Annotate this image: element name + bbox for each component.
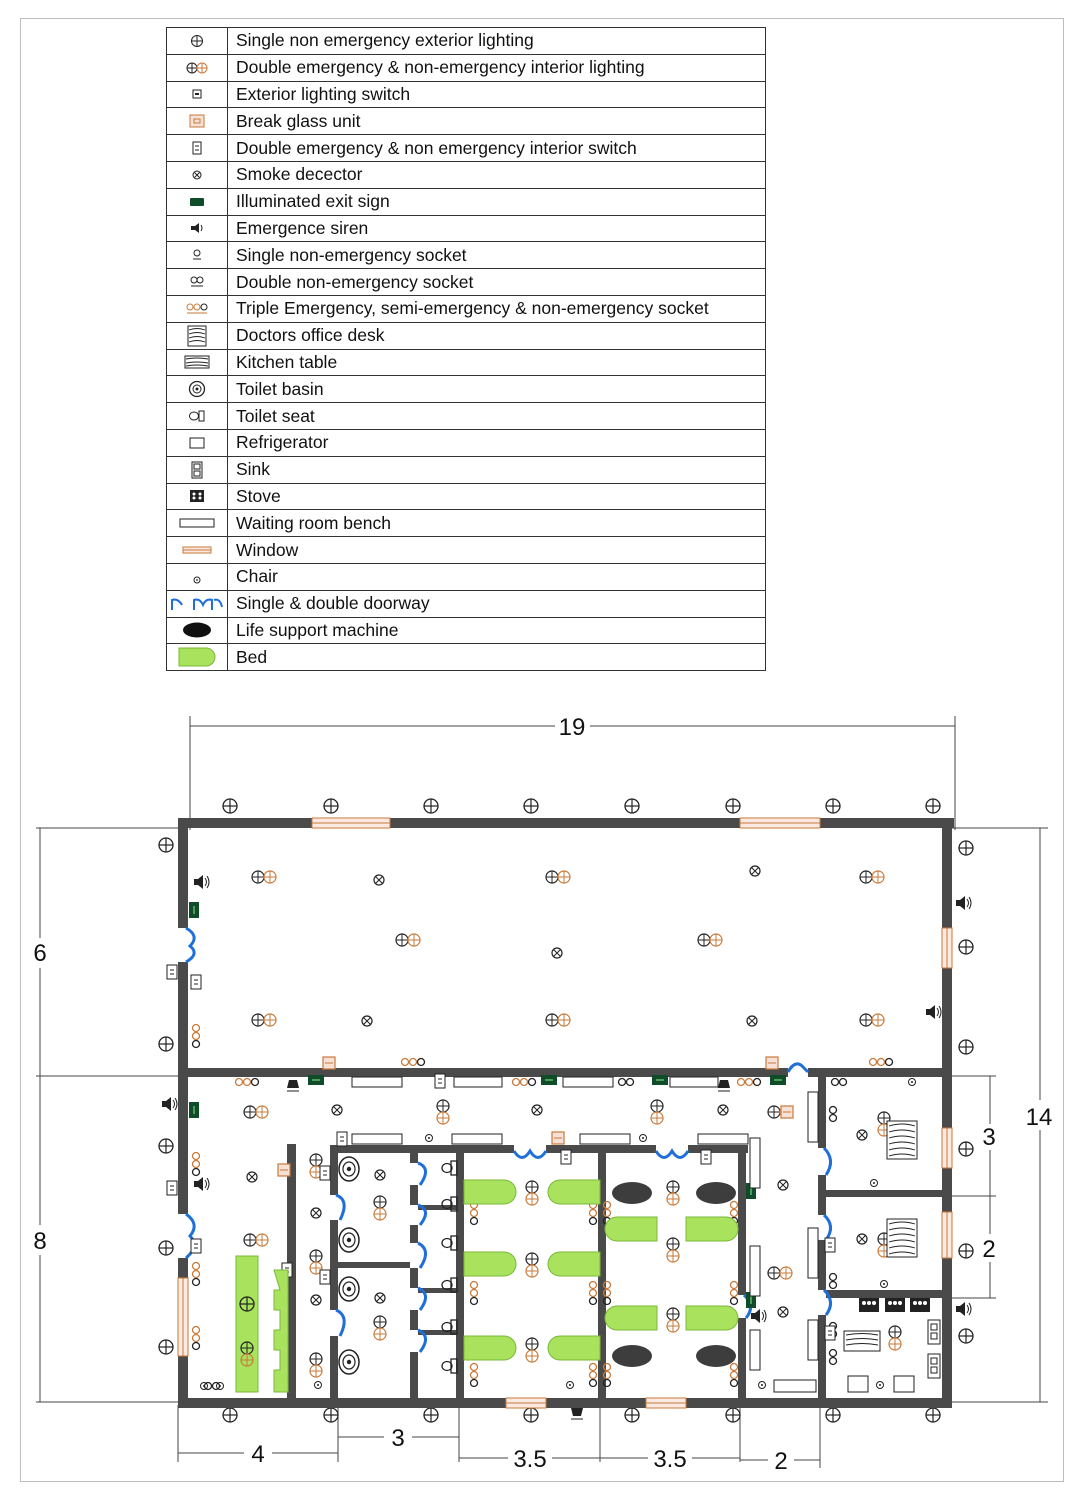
legend-row	[167, 349, 766, 376]
refrigerator-icon	[167, 429, 228, 456]
legend-row	[167, 188, 766, 215]
dim-right-upper: 3	[982, 1124, 996, 1151]
legend-row	[167, 295, 766, 322]
legend-label: Window	[228, 537, 766, 564]
triple-socket-icon	[167, 295, 228, 322]
kitchen	[844, 1298, 940, 1392]
break-glass-icon	[167, 108, 228, 135]
legend-row	[167, 590, 766, 617]
siren-icon	[167, 215, 228, 242]
legend-label: Chair	[228, 563, 766, 590]
legend-label: Kitchen table	[228, 349, 766, 376]
exit-sign-icon	[167, 188, 228, 215]
legend-row	[167, 161, 766, 188]
double-switch-icon	[167, 135, 228, 162]
kitchen-table-icon	[167, 349, 228, 376]
office-desks	[887, 1121, 917, 1257]
dim-top-height: 6	[33, 940, 47, 967]
legend-label: Emergence siren	[228, 215, 766, 242]
interior-lights	[244, 871, 901, 1377]
legend-label: Double emergency & non-emergency interior lighting	[228, 54, 766, 81]
floor-plan	[0, 700, 1080, 1490]
legend-label: Single non-emergency socket	[228, 242, 766, 269]
dimension-bottom	[178, 1405, 820, 1475]
double-socket-icon	[167, 269, 228, 296]
legend-label: Single & double doorway	[228, 590, 766, 617]
legend-row	[167, 617, 766, 644]
chair-icon	[167, 563, 228, 590]
legend-row	[167, 537, 766, 564]
smoke-detector-icon	[167, 161, 228, 188]
legend-row	[167, 81, 766, 108]
dimension-left	[33, 828, 186, 1402]
life-support-machines	[612, 1182, 736, 1367]
legend-label: Exterior lighting switch	[228, 81, 766, 108]
legend-label: Sink	[228, 456, 766, 483]
legend-row	[167, 108, 766, 135]
legend-row	[167, 376, 766, 403]
legend-row	[167, 269, 766, 296]
single-socket-icon	[167, 242, 228, 269]
life-support-icon	[167, 617, 228, 644]
legend-label: Toilet seat	[228, 403, 766, 430]
legend-label: Illuminated exit sign	[228, 188, 766, 215]
legend-label: Bed	[228, 644, 766, 671]
legend-row	[167, 483, 766, 510]
window-icon	[167, 537, 228, 564]
dim-bottom-4: 3.5	[653, 1446, 687, 1473]
dim-bottom-3: 3.5	[513, 1446, 547, 1473]
legend-label: Triple Emergency, semi-emergency & non-emergency socket	[228, 295, 766, 322]
dim-bottom-2: 3	[391, 1425, 405, 1452]
legend-label: Single non emergency exterior lighting	[228, 28, 766, 55]
toilet-seat-icon	[167, 403, 228, 430]
legend-label: Double emergency & non emergency interior switch	[228, 135, 766, 162]
legend-row	[167, 135, 766, 162]
legend-row	[167, 563, 766, 590]
legend-label: Waiting room bench	[228, 510, 766, 537]
legend-label: Stove	[228, 483, 766, 510]
bench-icon	[167, 510, 228, 537]
nurse-counter	[236, 1256, 288, 1392]
sink-icon	[167, 456, 228, 483]
office-desk-icon	[167, 322, 228, 349]
smoke-detectors	[247, 866, 867, 1317]
legend-label: Break glass unit	[228, 108, 766, 135]
stove-icon	[167, 483, 228, 510]
exterior-switch-icon	[167, 81, 228, 108]
legend-row	[167, 54, 766, 81]
dimension-top	[190, 714, 955, 830]
double-interior-light-icon	[167, 54, 228, 81]
legend-row	[167, 403, 766, 430]
dim-bottom-1: 4	[251, 1441, 265, 1468]
dim-right-lower: 2	[982, 1236, 996, 1263]
legend-row	[167, 456, 766, 483]
legend-label: Toilet basin	[228, 376, 766, 403]
legend-row	[167, 510, 766, 537]
legend-label: Double non-emergency socket	[228, 269, 766, 296]
exit-signs	[189, 902, 786, 1308]
legend-row	[167, 28, 766, 55]
exterior-light-icon	[167, 28, 228, 55]
walls	[178, 818, 954, 1408]
dim-bottom-5: 2	[774, 1448, 788, 1475]
legend-label: Doctors office desk	[228, 322, 766, 349]
legend-label: Refrigerator	[228, 429, 766, 456]
dim-bottom-height: 8	[33, 1228, 47, 1255]
legend-table	[166, 27, 766, 671]
legend-row	[167, 429, 766, 456]
dim-total-height: 14	[1025, 1104, 1053, 1131]
toilet-basin-icon	[167, 376, 228, 403]
bed-icon	[167, 644, 228, 671]
legend-label: Life support machine	[228, 617, 766, 644]
legend-row	[167, 242, 766, 269]
dimension-right	[950, 828, 1052, 1402]
doorway-icon	[167, 590, 228, 617]
dim-total-width: 19	[558, 714, 586, 741]
legend-row	[167, 644, 766, 671]
legend-row	[167, 215, 766, 242]
legend-row	[167, 322, 766, 349]
legend-label: Smoke decector	[228, 161, 766, 188]
